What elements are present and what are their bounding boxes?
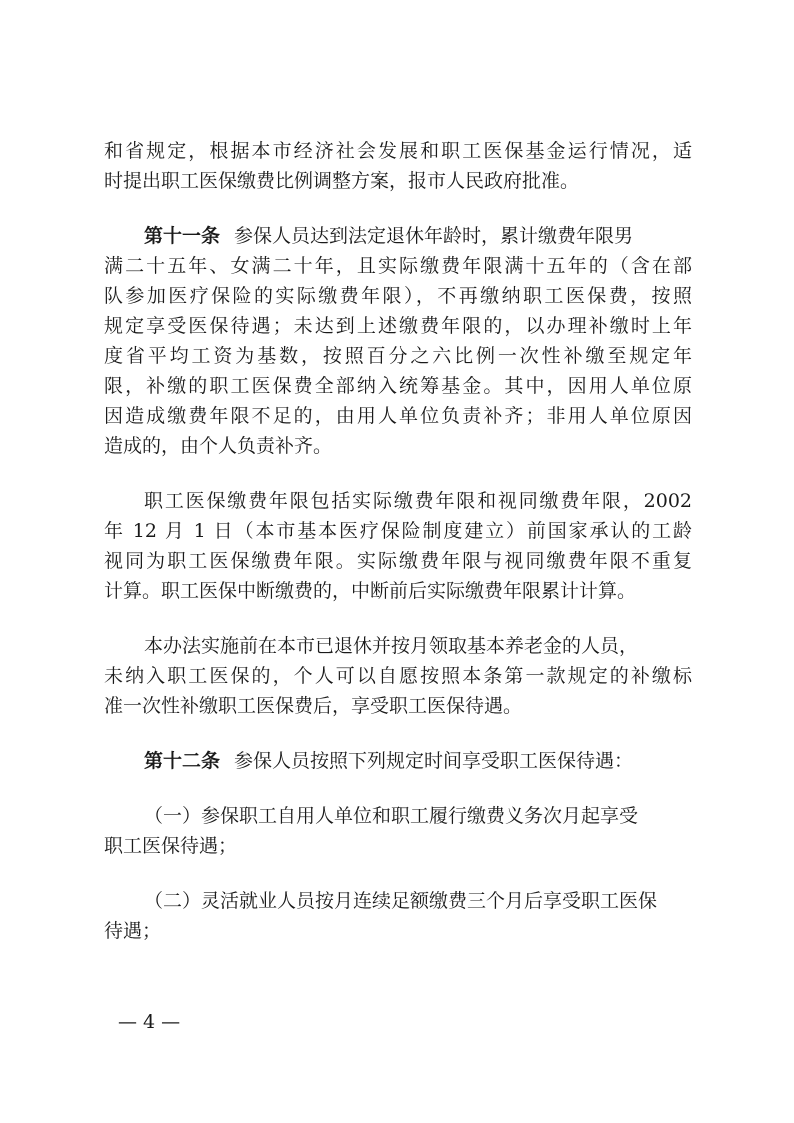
paragraph-line: 时提出职工医保缴费比例调整方案，报市人民政府批准。: [104, 170, 580, 192]
paragraph-line: 队参加医疗保险的实际缴费年限），不再缴纳职工医保费，按照: [104, 285, 692, 307]
paragraph-line: 本办法实施前在本市已退休并按月领取基本养老金的人员，: [144, 635, 639, 657]
list-item-line: （一）参保职工自用人单位和职工履行缴费义务次月起享受: [144, 805, 639, 827]
list-item-line: 待遇；: [104, 920, 162, 942]
paragraph-line: 计算。职工医保中断缴费的，中断前后实际缴费年限累计计算。: [104, 580, 637, 602]
article-12-first-line: [104, 746, 692, 776]
document-body: [104, 136, 692, 946]
paragraph-line: 度省平均工资为基数，按照百分之六比例一次性补缴至规定年: [104, 345, 692, 367]
paragraph-line-text: 参保人员达到法定退休年龄时，累计缴费年限男: [234, 225, 634, 247]
paragraph-line: 规定享受医保待遇；未达到上述缴费年限的，以办理补缴时上年: [104, 315, 692, 337]
paragraph-line-text: 参保人员按照下列规定时间享受职工医保待遇：: [234, 750, 634, 772]
paragraph-line: 未纳入职工医保的，个人可以自愿按照本条第一款规定的补缴标: [104, 665, 692, 687]
paragraph-line: 职工医保缴费年限包括实际缴费年限和视同缴费年限，2002: [144, 490, 692, 512]
paragraph-line: 满二十五年、女满二十年，且实际缴费年限满十五年的（含在部: [104, 255, 692, 277]
page-number: — 4 —: [118, 1011, 181, 1033]
article-11-heading: 第十一条: [144, 225, 221, 247]
paragraph-line: 准一次性补缴职工医保费后，享受职工医保待遇。: [104, 695, 523, 717]
paragraph-line: 年 12 月 1 日（本市基本医疗保险制度建立）前国家承认的工龄: [104, 520, 692, 542]
article-12-heading: 第十二条: [144, 750, 221, 772]
paragraph-line: 限，补缴的职工医保费全部纳入统筹基金。其中，因用人单位原: [104, 375, 692, 397]
article-11-first-line: [104, 221, 692, 251]
paragraph-line: 造成的，由个人负责补齐。: [104, 435, 333, 457]
list-item-line: 职工医保待遇；: [104, 835, 238, 857]
paragraph-line: 和省规定，根据本市经济社会发展和职工医保基金运行情况，适: [104, 140, 692, 162]
list-item-line: （二）灵活就业人员按月连续足额缴费三个月后享受职工医保: [144, 890, 658, 912]
paragraph-line: 因造成缴费年限不足的，由用人单位负责补齐；非用人单位原因: [104, 405, 692, 427]
paragraph-line: 视同为职工医保缴费年限。实际缴费年限与视同缴费年限不重复: [104, 550, 692, 572]
